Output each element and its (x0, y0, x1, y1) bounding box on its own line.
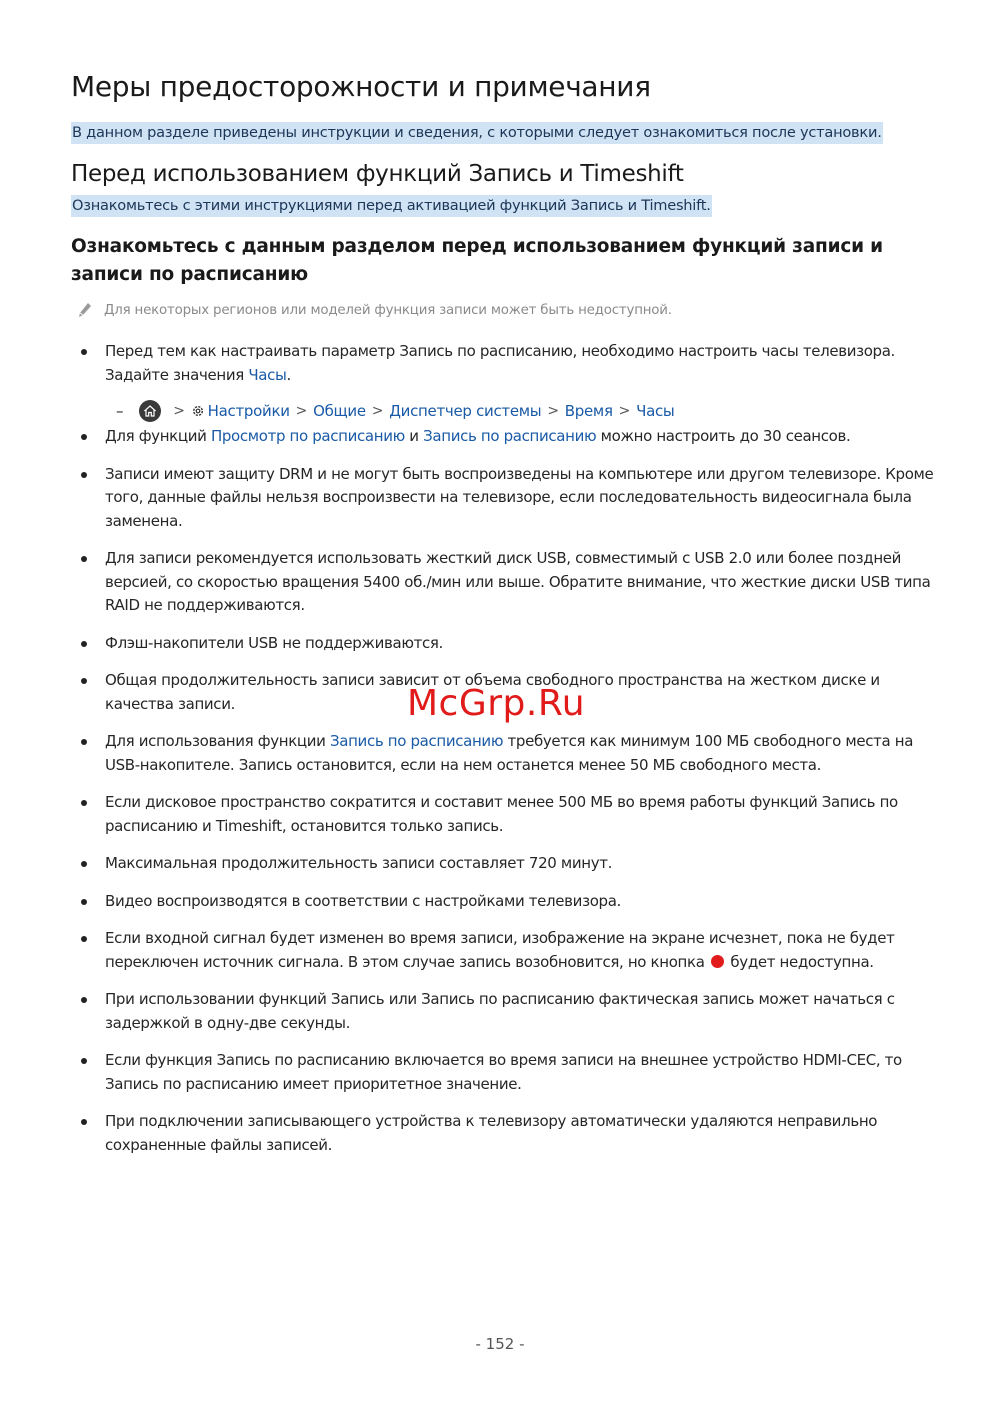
intro-text: В данном разделе приведены инструкции и сведения, с которыми следует ознакомиться после установки. (71, 124, 883, 141)
note-text: Для некоторых регионов или моделей функция записи может быть недоступной. (104, 302, 672, 318)
instructions-list (78, 340, 938, 1157)
section-intro: Ознакомьтесь с этими инструкциями перед активацией функций Запись и Timeshift. (71, 197, 712, 214)
bullet-icon (81, 472, 87, 478)
page-title: Меры предосторожности и примечания (71, 70, 651, 103)
list-item: При подключении записывающего устройства к телевизору автоматически удаляются неправильно сохраненные файлы записей. (78, 1110, 938, 1157)
bullet-icon (81, 349, 87, 355)
subsection-title: Ознакомьтесь с данным разделом перед использованием функций записи и записи по расписанию (71, 236, 883, 285)
record-button-icon (711, 955, 724, 968)
watermark: McGrp.Ru (407, 683, 586, 724)
list-item: Максимальная продолжительность записи составляет 720 минут. (78, 852, 938, 876)
link-scheduled-recording[interactable]: Запись по расписанию (423, 427, 597, 445)
link-scheduled-viewing[interactable]: Просмотр по расписанию (210, 427, 405, 445)
list-item: Для записи рекомендуется использовать жесткий диск USB, совместимый с USB 2.0 или более поздней версией, со скоростью вращения 5400 об./мин или выше. Обратите внимание, что жесткие диски USB типа RAID не поддерживаются. (78, 547, 938, 618)
path-item-system-manager[interactable]: Диспетчер системы (389, 402, 542, 420)
page-number: - 152 - (475, 1335, 525, 1353)
chevron-right-icon: > (371, 403, 384, 419)
bullet-icon (81, 899, 87, 905)
list-item: Записи имеют защиту DRM и не могут быть воспроизведены на компьютере или другом телевизоре. Кроме того, данные файлы нельзя воспроизвести на телевизоре, если последовательность видеосигнала была заменена. (78, 463, 938, 534)
chevron-right-icon: > (295, 403, 308, 419)
list-item: Если входной сигнал будет изменен во время записи, изображение на экране исчезнет, пока не будет переключен источник сигнала. В этом случае запись возобновится, но кнопка будет недоступна. (78, 927, 938, 974)
menu-path (116, 400, 674, 422)
note (78, 302, 672, 318)
bullet-icon (81, 641, 87, 647)
bullet-icon (81, 678, 87, 684)
home-icon (139, 400, 161, 422)
list-item: Флэш-накопители USB не поддерживаются. (78, 632, 938, 656)
bullet-icon (81, 434, 87, 440)
path-item-time[interactable]: Время (564, 402, 613, 420)
path-item-general[interactable]: Общие (313, 402, 366, 420)
list-item: Видео воспроизводятся в соответствии с настройками телевизора. (78, 890, 938, 914)
bullet-icon (81, 739, 87, 745)
list-item: Общая продолжительность записи зависит от объема свободного пространства на жестком диске и качества записи. (78, 669, 938, 716)
list-item: При использовании функций Запись или Запись по расписанию фактическая запись может начаться с задержкой в одну-две секунды. (78, 988, 938, 1035)
list-item: Для функций Просмотр по расписанию и Запись по расписанию можно настроить до 30 сеансов. (78, 425, 938, 449)
path-item-clock[interactable]: Часы (636, 402, 675, 420)
bullet-icon (81, 1058, 87, 1064)
bullet-icon (81, 556, 87, 562)
list-item: Если функция Запись по расписанию включается во время записи на внешнее устройство HDMI-CEC, то Запись по расписанию имеет приоритетное значение. (78, 1049, 938, 1096)
chevron-right-icon: > (547, 403, 559, 419)
list-item: Если дисковое пространство сократится и составит менее 500 МБ во время работы функций Запись по расписанию и Timeshift, остановится только запись. (78, 791, 938, 838)
bullet-icon (81, 861, 87, 867)
pencil-icon (78, 302, 92, 318)
bullet-icon (81, 800, 87, 806)
section-title: Перед использованием функций Запись и Timeshift (71, 161, 684, 187)
bullet-icon (81, 1119, 87, 1125)
chevron-right-icon: > (173, 403, 185, 419)
path-item-settings[interactable]: Настройки (207, 402, 290, 420)
list-item: Для использования функции Запись по расписанию требуется как минимум 100 МБ свободного места на USB-накопителе. Запись остановится, если на нем останется менее 50 МБ свободного места. (78, 730, 938, 777)
bullet-icon (81, 936, 87, 942)
bullet-icon (81, 997, 87, 1003)
chevron-right-icon: > (618, 403, 631, 419)
link-scheduled-recording[interactable]: Запись по расписанию (329, 732, 504, 750)
path-dash: – (116, 402, 124, 420)
gear-icon (191, 404, 205, 418)
link-clock[interactable]: Часы (248, 365, 287, 384)
list-item: Перед тем как настраивать параметр Запись по расписанию, необходимо настроить часы телевизора. Задайте значения Часы. (78, 340, 938, 387)
